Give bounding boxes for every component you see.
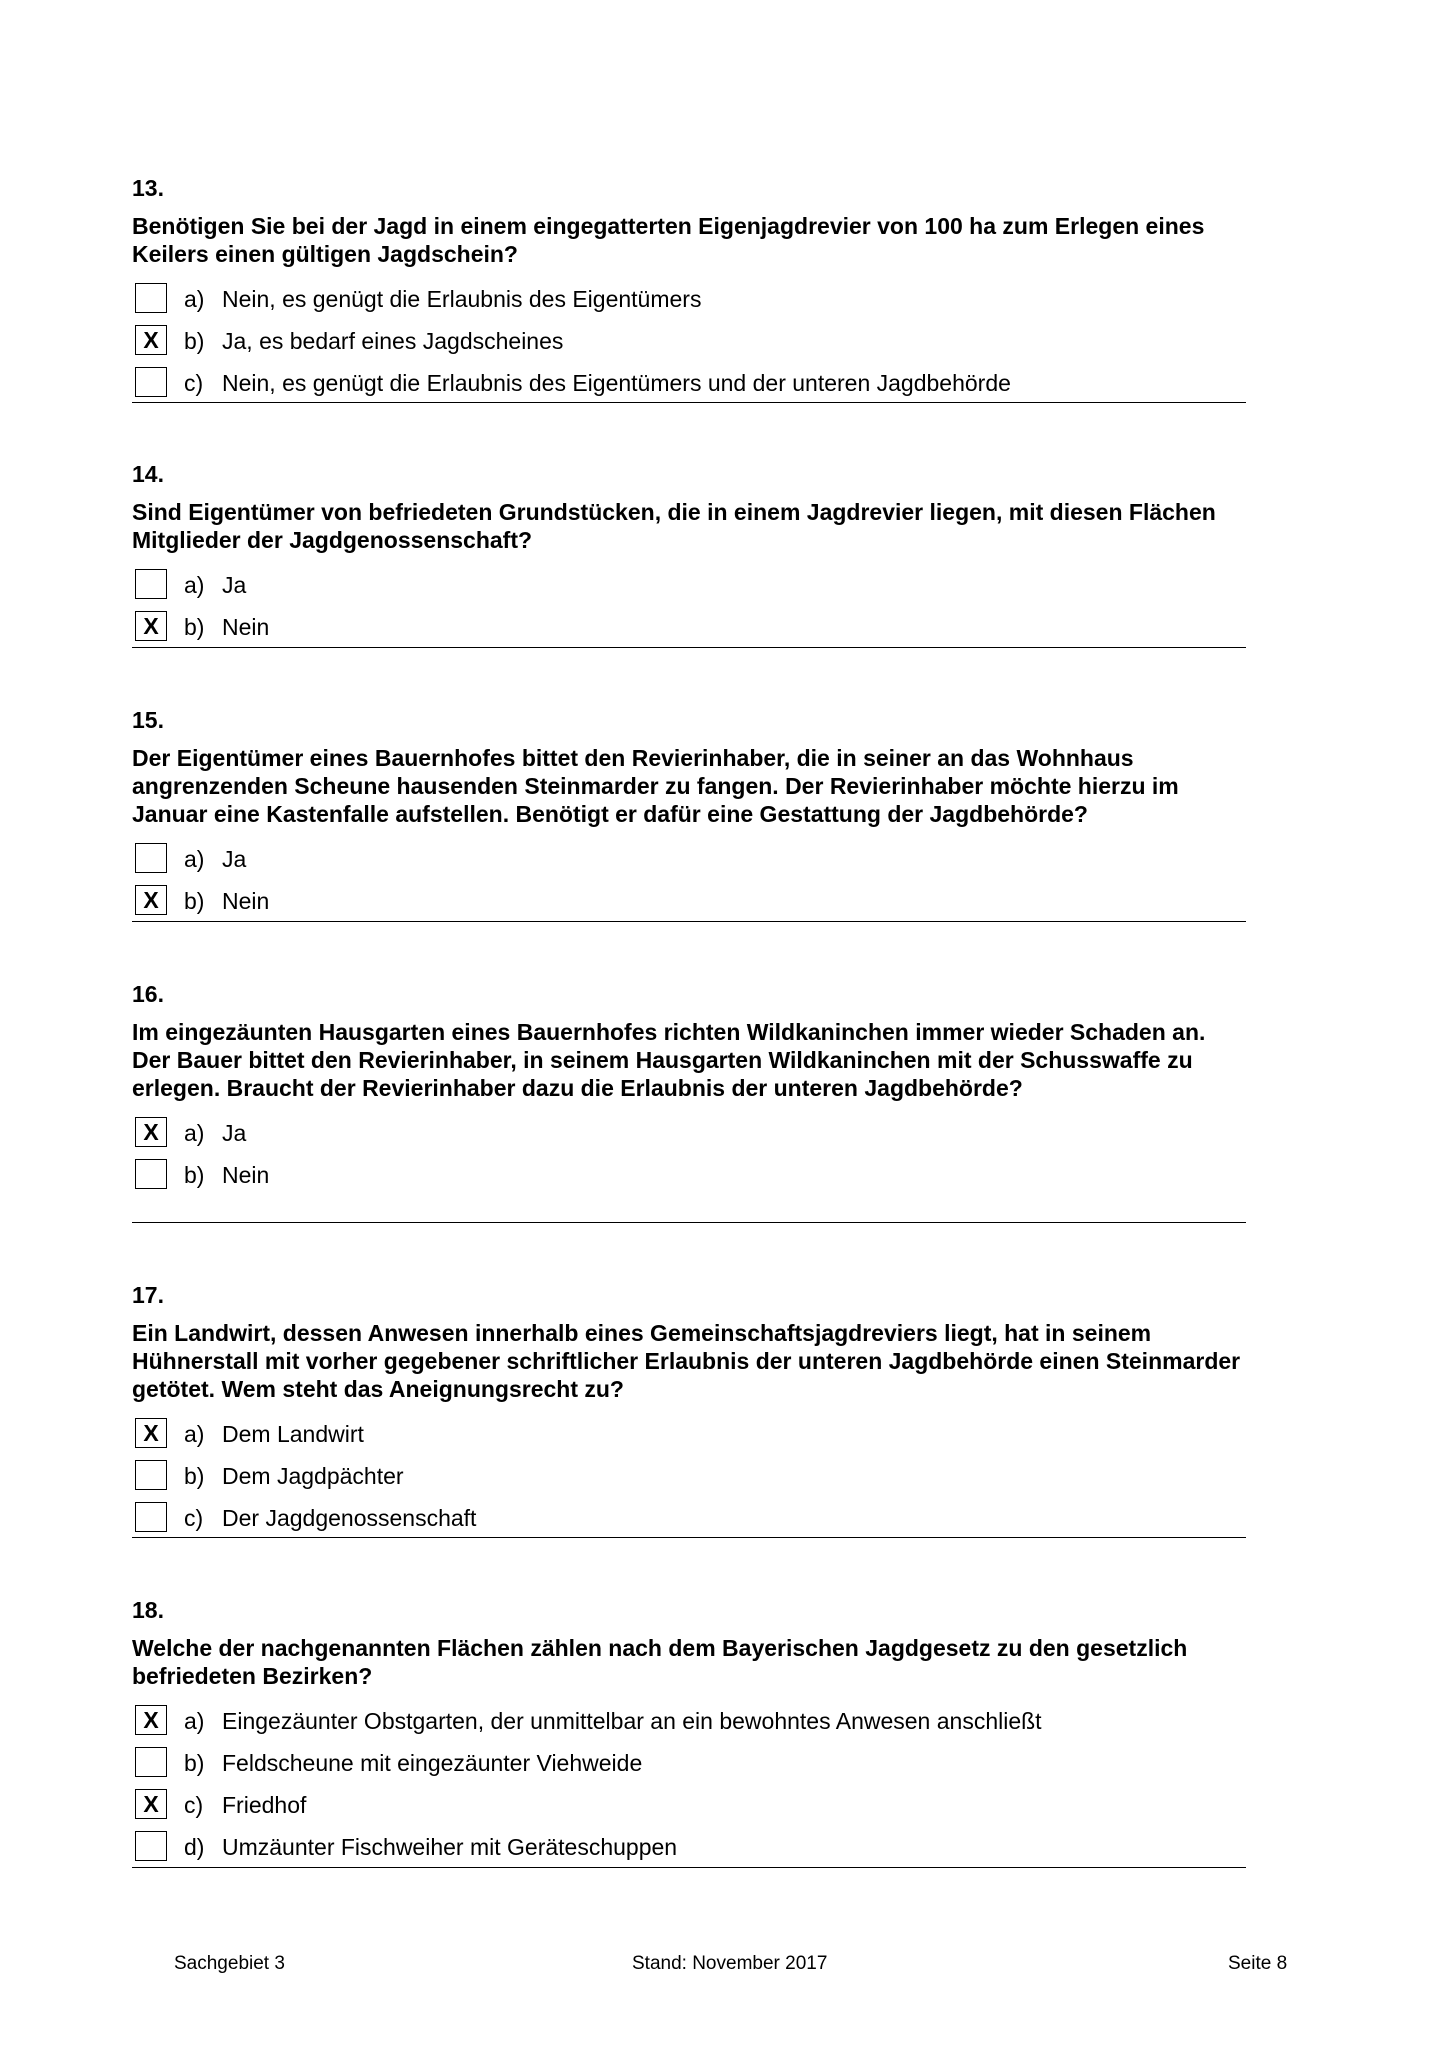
option-text: Nein [222,1162,270,1188]
answer-checkbox[interactable]: X [135,1418,167,1448]
question-divider [132,921,1246,922]
question-divider [132,1537,1246,1538]
answer-option-b[interactable] [132,606,1246,648]
option-text: Dem Landwirt [222,1421,364,1447]
option-text: Friedhof [222,1792,307,1818]
answer-checkbox[interactable] [135,569,167,599]
answer-option-a[interactable] [132,1112,1246,1154]
option-letter: d) [184,1834,205,1860]
answer-checkbox[interactable] [135,1460,167,1490]
answer-option-b[interactable] [132,320,1246,362]
question-text: Welche der nachgenannten Flächen zählen nach dem Bayerischen Jagdgesetz zu den gesetzlich befriedeten Bezirken? [132,1635,1188,1689]
option-text: Nein [222,888,270,914]
option-letter: a) [184,572,205,598]
answer-option-b[interactable] [132,1742,1246,1784]
question-number: 15. [132,707,164,733]
option-letter: b) [184,1750,205,1776]
option-text: Der Jagdgenossenschaft [222,1505,477,1531]
answer-checkbox[interactable] [135,1831,167,1861]
question-text: Sind Eigentümer von befriedeten Grundstücken, die in einem Jagdrevier liegen, mit diesen Flächen Mitglieder der Jagdgenossenschaft? [132,499,1216,553]
question-number: 17. [132,1282,164,1308]
question-16 [132,980,1246,1196]
option-letter: a) [184,286,205,312]
answer-option-c[interactable] [132,362,1246,404]
answer-option-a[interactable] [132,1700,1246,1742]
answer-checkbox[interactable]: X [135,885,167,915]
question-divider [132,647,1246,648]
option-text: Feldscheune mit eingezäunter Viehweide [222,1750,643,1776]
option-letter: a) [184,1120,205,1146]
answer-option-b[interactable] [132,1455,1246,1497]
answer-checkbox[interactable]: X [135,1705,167,1735]
option-letter: a) [184,1421,205,1447]
question-15 [132,706,1246,922]
option-letter: a) [184,846,205,872]
answer-checkbox[interactable] [135,1502,167,1532]
answer-option-b[interactable] [132,1154,1246,1196]
option-text: Ja [222,846,247,872]
option-letter: c) [184,1792,204,1818]
answer-option-a[interactable] [132,564,1246,606]
question-text: Der Eigentümer eines Bauernhofes bittet den Revierinhaber, die in seiner an das Wohnhaus angrenzenden Scheune hausenden Steinmarder zu fangen. Der Revierinhaber möchte hierzu im Januar eine Kastenfalle aufstellen. Benötigt er dafür eine Gestattung der Jagdbehörde? [132,745,1179,827]
option-letter: b) [184,1162,205,1188]
answer-checkbox[interactable] [135,1159,167,1189]
question-17 [132,1281,1246,1539]
question-number: 18. [132,1597,164,1623]
option-letter: c) [184,370,204,396]
answer-checkbox[interactable]: X [135,325,167,355]
question-number: 13. [132,175,164,201]
option-text: Ja, es bedarf eines Jagdscheines [222,328,564,354]
option-letter: b) [184,888,205,914]
option-letter: b) [184,614,205,640]
option-letter: c) [184,1505,204,1531]
question-13 [132,174,1246,404]
answer-checkbox[interactable]: X [135,1789,167,1819]
question-14 [132,460,1246,648]
option-text: Ja [222,572,247,598]
option-text: Dem Jagdpächter [222,1463,404,1489]
question-text: Benötigen Sie bei der Jagd in einem eingegatterten Eigenjagdrevier von 100 ha zum Erlegen eines Keilers einen gültigen Jagdschein? [132,213,1205,267]
option-letter: b) [184,328,205,354]
answer-checkbox[interactable] [135,843,167,873]
question-number: 16. [132,981,164,1007]
footer-page-number: Seite 8 [1228,1953,1288,1974]
option-text: Eingezäunter Obstgarten, der unmittelbar an ein bewohntes Anwesen anschließt [222,1708,1042,1734]
answer-checkbox[interactable]: X [135,1117,167,1147]
question-number: 14. [132,461,164,487]
answer-option-a[interactable] [132,1413,1246,1455]
answer-option-a[interactable] [132,278,1246,320]
answer-option-d[interactable] [132,1826,1246,1868]
question-text: Im eingezäunten Hausgarten eines Bauernhofes richten Wildkaninchen immer wieder Schaden an. Der Bauer bittet den Revierinhaber, in seinem Hausgarten Wildkaninchen mit der Schusswaffe zu erlegen. Braucht der Revierinhaber dazu die Erlaubnis der unteren Jagdbehörde? [132,1019,1206,1101]
question-divider [132,1222,1246,1223]
question-divider [132,1867,1246,1868]
answer-checkbox[interactable]: X [135,611,167,641]
option-text: Nein [222,614,270,640]
footer-date: Stand: November 2017 [632,1953,828,1974]
answer-option-c[interactable] [132,1497,1246,1539]
option-text: Umzäunter Fischweiher mit Geräteschuppen [222,1834,678,1860]
answer-checkbox[interactable] [135,1747,167,1777]
option-text: Nein, es genügt die Erlaubnis des Eigentümers [222,286,702,312]
option-letter: b) [184,1463,205,1489]
option-letter: a) [184,1708,205,1734]
answer-checkbox[interactable] [135,283,167,313]
footer-subject-area: Sachgebiet 3 [174,1953,285,1974]
answer-option-b[interactable] [132,880,1246,922]
option-text: Nein, es genügt die Erlaubnis des Eigentümers und der unteren Jagdbehörde [222,370,1011,396]
answer-checkbox[interactable] [135,367,167,397]
question-divider [132,402,1246,403]
option-text: Ja [222,1120,247,1146]
answer-option-a[interactable] [132,838,1246,880]
question-18 [132,1596,1246,1868]
question-text: Ein Landwirt, dessen Anwesen innerhalb eines Gemeinschaftsjagdreviers liegt, hat in seinem Hühnerstall mit vorher gegebener schriftlicher Erlaubnis der unteren Jagdbehörde einen Steinmarder getötet. Wem steht das Aneignungsrecht zu? [132,1320,1241,1402]
answer-option-c[interactable] [132,1784,1246,1826]
